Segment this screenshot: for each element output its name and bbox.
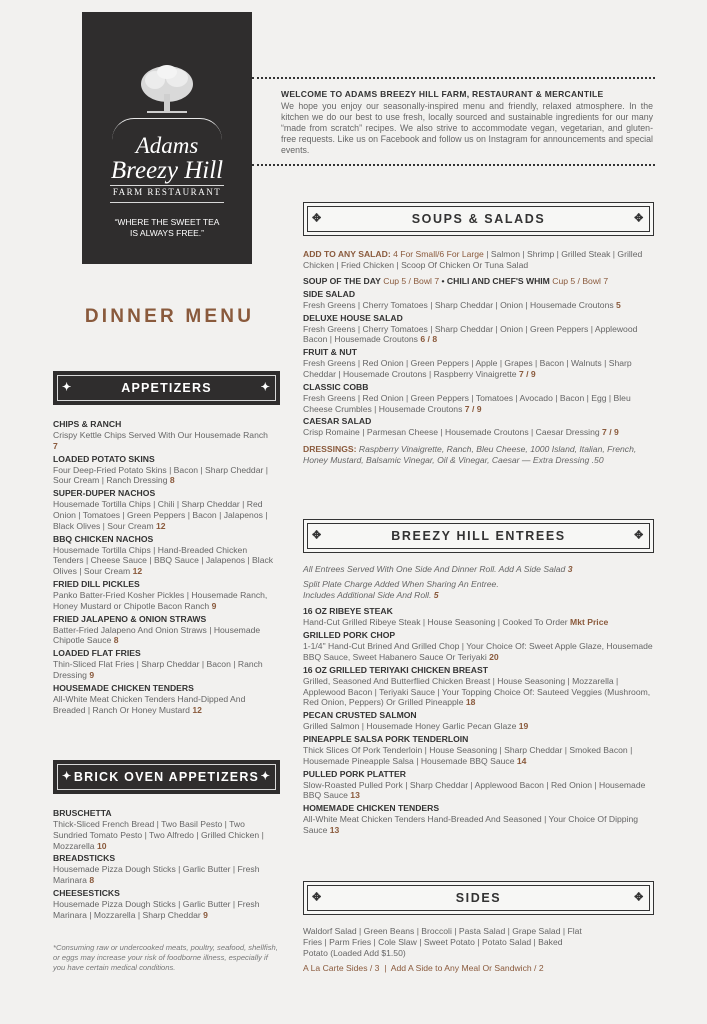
- list-item: [53, 614, 275, 647]
- item-title: DELUXE HOUSE SALAD: [303, 312, 403, 323]
- list-item: [53, 683, 275, 716]
- item-desc: 1-1/4" Hand-Cut Brined And Grilled Chop | Your Choice Of: Sweet Apple Glaze, Housemade BBQ Sauce, Sweet Habanero Sauce Or Teriyaki 20: [303, 641, 653, 662]
- item-desc: Fresh Greens | Cherry Tomatoes | Sharp Cheddar | Onion | Green Peppers | Applewood Bacon | Housemade Croutons 6 / 8: [303, 323, 638, 345]
- appetizers-heading-text: APPETIZERS: [121, 381, 212, 395]
- item-title: PINEAPPLE SALSA PORK TENDERLOIN: [303, 733, 469, 744]
- list-item: [303, 416, 655, 438]
- item-desc: All-White Meat Chicken Tenders Hand-Dipped And Breaded | Ranch Or Honey Mustard 12: [53, 693, 246, 715]
- item-title: CAESAR SALAD: [303, 416, 372, 427]
- dotted-divider: [252, 77, 655, 79]
- soups-salads-list: [303, 249, 655, 466]
- list-item: [53, 888, 275, 921]
- list-item: [303, 710, 655, 732]
- add-to-salad-items: | Salmon | Shrimp | Grilled Steak | Grilled Chicken | Fried Chicken | Scoop Of Chicken Or Tuna Salad: [303, 249, 643, 270]
- brick-oven-heading: [53, 760, 280, 794]
- item-title: BBQ CHICKEN NACHOS: [53, 533, 154, 544]
- item-title: SIDE SALAD: [303, 288, 356, 299]
- entrees-list: [303, 564, 655, 838]
- sides-heading-text: SIDES: [455, 891, 502, 905]
- chili-label: • CHILI AND CHEF'S WHIM: [441, 275, 550, 286]
- item-desc: Crispy Kettle Chips Served With Our Housemade Ranch 7: [53, 430, 268, 451]
- item-title: HOUSEMADE CHICKEN TENDERS: [53, 682, 194, 693]
- split-plate-note: Split Plate Charge Added When Sharing An Entree. Includes Additional Side And Roll. 5: [303, 578, 499, 600]
- item-desc: Batter-Fried Jalapeno And Onion Straws | Housemade Chipotle Sauce 8: [53, 624, 261, 646]
- sides-list: [303, 926, 655, 974]
- logo-divider: [110, 185, 224, 186]
- item-title: CLASSIC COBB: [303, 381, 369, 392]
- sides-heading: [303, 881, 654, 915]
- item-title: FRIED JALAPENO & ONION STRAWS: [53, 613, 207, 624]
- welcome-title: WELCOME TO ADAMS BREEZY HILL FARM, RESTAURANT & MERCANTILE: [281, 89, 604, 99]
- welcome-text: We hope you enjoy our seasonally-inspired menu and friendly, relaxed atmosphere. In the kitchen we do our best to use fresh, locally sourced and sustainable ingredients for our many “made from scratch” recipes. We also strive to accommodate vegan, vegetarian, and gluten-free requests. Like us on Facebook and follow us on Instagram for announcements and special events.: [281, 101, 653, 156]
- item-title: LOADED POTATO SKINS: [53, 453, 155, 464]
- logo-divider: [110, 202, 224, 203]
- disclaimer-note: *Consuming raw or undercooked meats, poultry, seafood, shellfish, or eggs may increase your risk of foodborne illness, especially if you have certain medical conditions.: [53, 943, 278, 972]
- item-desc: Thin-Sliced Flat Fries | Sharp Cheddar | Bacon | Ranch Dressing 9: [53, 659, 263, 680]
- item-desc: Four Deep-Fried Potato Skins | Bacon | Sharp Cheddar | Sour Cream | Ranch Dressing 8: [53, 464, 268, 486]
- soups-salads-heading-text: SOUPS & SALADS: [411, 212, 546, 226]
- list-item: [303, 347, 655, 380]
- appetizers-list: [53, 419, 275, 717]
- flourish-left-icon: ✥: [312, 891, 323, 904]
- add-to-salad-label: ADD TO ANY SALAD:: [303, 249, 391, 259]
- dressings-list: Raspberry Vinaigrette, Ranch, Bleu Cheese, 1000 Island, Italian, French, Honey Mustard, Balsamic Vinegar, Oil & Vinegar, Caesar — Extra Dressing .50: [303, 444, 637, 466]
- list-item: [303, 665, 655, 708]
- item-title: PECAN CRUSTED SALMON: [303, 710, 417, 721]
- item-desc: Housemade Pizza Dough Sticks | Garlic Butter | Fresh Marinara | Mozzarella | Sharp Cheddar 9: [53, 898, 260, 920]
- flourish-right-icon: ✥: [634, 891, 645, 904]
- list-item: [53, 488, 275, 531]
- tree-icon: [137, 64, 197, 116]
- item-desc: Housemade Pizza Dough Sticks | Garlic Butter | Fresh Marinara 8: [53, 864, 260, 886]
- item-desc: Panko Batter-Fried Kosher Pickles | Housemade Ranch, Honey Mustard or Chipotle Bacon Ranch 9: [53, 589, 268, 611]
- entrees-heading: [303, 519, 654, 553]
- item-desc: Grilled Salmon | Housemade Honey Garlic Pecan Glaze 19: [303, 721, 529, 732]
- flourish-right-icon: ✥: [634, 212, 645, 225]
- logo-quote-line1: “WHERE THE SWEET TEA: [114, 217, 220, 227]
- logo-quote: [82, 217, 252, 239]
- brick-oven-list: [53, 808, 275, 923]
- add-to-salad: [303, 249, 655, 271]
- item-title: 16 OZ GRILLED TERIYAKI CHICKEN BREAST: [303, 664, 488, 675]
- flourish-right-icon: ✦: [260, 770, 271, 783]
- list-item: [303, 734, 655, 767]
- item-desc: Grilled, Seasoned And Butterflied Chicken Breast | House Seasoning | Mozzarella | Applewood Bacon | Teriyaki Sauce | Your Topping Choice Of: Sauteed Veggies (Mushroom, Red Onion, Peppers) Or Grilled Pineapple 18: [303, 675, 651, 708]
- list-item: [53, 648, 275, 681]
- dressings: [303, 444, 655, 466]
- flourish-left-icon: ✦: [62, 770, 73, 783]
- item-title: BREADSTICKS: [53, 853, 116, 864]
- list-item: [303, 803, 655, 836]
- item-desc: Fresh Greens | Red Onion | Green Peppers | Apple | Grapes | Bacon | Walnuts | Sharp Cheddar | Housemade Croutons | Raspberry Vinaigrette 7 / 9: [303, 358, 632, 379]
- item-desc: Crisp Romaine | Parmesan Cheese | Housemade Croutons | Caesar Dressing 7 / 9: [303, 427, 619, 438]
- item-desc: Fresh Greens | Red Onion | Green Peppers | Tomatoes | Avocado | Bacon | Egg | Bleu Cheese Crumbles | Housemade Croutons 7 / 9: [303, 392, 631, 414]
- soup-price: Cup 5 / Bowl 7: [383, 275, 440, 286]
- item-desc: Housemade Tortilla Chips | Hand-Breaded Chicken Tenders | Cheese Sauce | BBQ Sauce | Jalapenos | Black Olives | Sour Cream 12: [53, 544, 274, 577]
- page-title: DINNER MENU: [84, 306, 255, 327]
- item-title: LOADED FLAT FRIES: [53, 648, 141, 659]
- list-item: [303, 769, 655, 802]
- restaurant-logo: [82, 12, 252, 264]
- sides-footer: A La Carte Sides / 3 | Add A Side to Any Meal Or Sandwich / 2: [303, 963, 544, 974]
- soups-salads-heading: [303, 202, 654, 236]
- item-desc: Thick Slices Of Pork Tenderloin | House Seasoning | Sharp Cheddar | Smoked Bacon | Housemade Pineapple Salsa | Housemade BBQ Sauce 14: [303, 744, 633, 766]
- list-item: [53, 419, 275, 452]
- item-desc: Hand-Cut Grilled Ribeye Steak | House Seasoning | Cooked To Order Mkt Price: [303, 617, 609, 628]
- list-item: [303, 382, 655, 415]
- logo-name-line2: Breezy Hill: [110, 157, 224, 184]
- logo-name-line1: Adams: [135, 133, 199, 158]
- list-item: [53, 853, 275, 886]
- list-item: [303, 313, 655, 346]
- item-desc: Thick-Sliced French Bread | Two Basil Pesto | Two Sundried Tomato Pesto | Two Alfredo | Grilled Chicken | Mozzarella 10: [53, 819, 264, 851]
- logo-subtitle: FARM RESTAURANT: [112, 187, 222, 197]
- list-item: [303, 630, 655, 663]
- item-title: FRIED DILL PICKLES: [53, 578, 140, 589]
- list-item: [303, 289, 655, 311]
- flourish-right-icon: ✥: [634, 529, 645, 542]
- list-item: [53, 454, 275, 487]
- flourish-left-icon: ✦: [62, 381, 73, 394]
- sides-items: Waldorf Salad | Green Beans | Broccoli | Pasta Salad | Grape Salad | Flat Fries | Parm Fries | Cole Slaw | Sweet Potato | Potato Salad | Baked Potato (Loaded Add $1.50): [303, 926, 582, 958]
- appetizers-heading: [53, 371, 280, 405]
- item-title: PULLED PORK PLATTER: [303, 768, 406, 779]
- list-item: [303, 606, 655, 628]
- item-title: BRUSCHETTA: [53, 808, 112, 818]
- flourish-right-icon: ✦: [260, 381, 271, 394]
- list-item: [53, 808, 275, 851]
- entrees-heading-text: BREEZY HILL ENTREES: [391, 529, 566, 543]
- dotted-divider: [252, 164, 655, 166]
- list-item: [53, 579, 275, 612]
- item-desc: All-White Meat Chicken Tenders Hand-Breaded And Seasoned | Your Choice Of Dipping Sauce 13: [303, 814, 639, 835]
- item-desc: Housemade Tortilla Chips | Chili | Sharp Cheddar | Red Onion | Tomatoes | Green Peppers | Bacon | Jalapenos | Black Olives | Sour Cream 12: [53, 499, 268, 531]
- item-title: 16 OZ RIBEYE STEAK: [303, 606, 393, 617]
- item-title: GRILLED PORK CHOP: [303, 630, 396, 641]
- item-desc: Slow-Roasted Pulled Pork | Sharp Cheddar | Applewood Bacon | Red Onion | Housemade BBQ Sauce 13: [303, 779, 646, 801]
- item-desc: Fresh Greens | Cherry Tomatoes | Sharp Cheddar | Onion | Housemade Croutons 5: [303, 299, 621, 310]
- chili-price: Cup 5 / Bowl 7: [552, 275, 609, 286]
- soup-of-day: [303, 276, 655, 287]
- item-title: FRUIT & NUT: [303, 347, 357, 358]
- brick-oven-heading-text: BRICK OVEN APPETIZERS: [73, 770, 260, 784]
- list-item: [53, 534, 275, 577]
- logo-quote-line2: IS ALWAYS FREE.”: [130, 228, 204, 238]
- flourish-left-icon: ✥: [312, 529, 323, 542]
- item-title: CHEESESTICKS: [53, 887, 120, 898]
- item-title: HOMEMADE CHICKEN TENDERS: [303, 803, 440, 814]
- entrees-note: All Entrees Served With One Side And Dinner Roll. Add A Side Salad 3: [303, 564, 573, 574]
- flourish-left-icon: ✥: [312, 212, 323, 225]
- item-title: CHIPS & RANCH: [53, 419, 122, 429]
- item-title: SUPER-DUPER NACHOS: [53, 488, 156, 499]
- soup-label: SOUP OF THE DAY: [303, 275, 381, 286]
- dressings-label: DRESSINGS:: [303, 444, 357, 455]
- add-to-salad-price: 4 For Small/6 For Large: [393, 249, 484, 259]
